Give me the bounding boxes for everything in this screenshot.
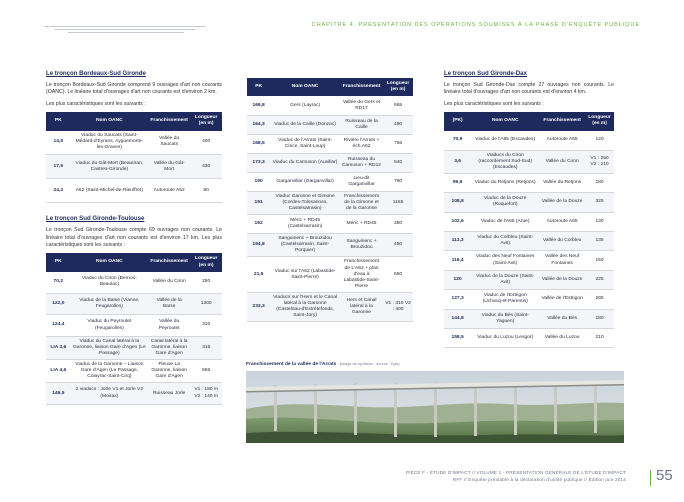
section-list-intro-bordeaux: Les plus caractéristiques sont les suivants : [46,100,146,107]
cell-franchissement: Vallée du Luzou [539,328,585,347]
cell-nom-oanc: Viaducs du Ciron (raccordement Sud-Sud) (Escaudes) [471,150,539,173]
cell-longueur: 1300 [190,293,222,315]
viaduct-photo [246,371,624,443]
cell-franchissement: Vallée du Corbleu [539,231,585,250]
table-row [46,131,222,155]
cell-franchissement: Rivière l'Arrats + éch.A62 [340,134,383,153]
cell-pk: 233,3 [247,292,270,321]
cell-longueur: 250 [190,272,222,294]
cell-pk: 113,3 [444,231,471,250]
table-toulouse [46,253,222,404]
cell-pk: 116,4 [444,251,471,270]
table-body [46,272,222,405]
table-row [46,383,222,405]
cell-pk: 173,3 [247,153,270,172]
table-row [247,153,413,172]
photo-caption [246,362,400,367]
table-body [247,96,413,321]
table-row [444,309,614,328]
cell-nom-oanc: Viaduc du Retjons (Retjons) [471,173,539,192]
cell-pk: 99,6 [444,173,471,192]
cell-franchissement: Vallée du Bès [539,309,585,328]
cell-longueur: 205 [585,290,614,309]
cell-franchissement: Lieu-dit Garganvillar [340,172,383,191]
cell-nom-oanc: Méric + RD45 (Castelsarrasin) [270,215,340,234]
table-row [46,179,222,203]
cell-longueur: 130 [585,212,614,231]
cell-nom-oanc: Gers (Layrac) [270,96,340,115]
col-header-pk: PK [247,78,270,96]
table-dax [444,112,614,348]
table-row [46,293,222,315]
cell-pk: 24,2 [46,179,71,203]
cell-longueur: 450 [383,234,413,257]
photo-caption-title: Franchissement de la vallée de l'Arrats [246,362,337,367]
cell-nom-oanc: Viaduc du Bès (Saint-Yaguen) [471,309,539,328]
cell-longueur: 210 [585,328,614,347]
cell-pk: 17,5 [46,155,71,179]
cell-franchissement: Vallée de l'Estrigon [539,290,585,309]
table-bordeaux [46,112,222,203]
cell-pk: 192 [247,215,270,234]
table-body [46,131,222,203]
cell-longueur: 150 [585,251,614,270]
cell-pk: 158,5 [444,328,471,347]
footer-divider [650,470,651,486]
cell-franchissement: Autoroute A65 [539,212,585,231]
cell-franchissement: Franchissement de la Gimone et de la Garonne [340,191,383,214]
cell-franchissement: Franchissement de L'A62 + plan d'eau à Labastide-Saint-Pierre [340,257,383,292]
cell-longueur: 325 [585,193,614,212]
cell-pk: 168,5 [247,134,270,153]
column-left [46,70,222,405]
cell-franchissement: Sanguinenc + Brouzidou [340,234,383,257]
table-row [247,172,413,191]
cell-pk: LIA 3,6 [46,336,71,359]
cell-nom-oanc: A62 (Saint-Michel-de-Rieuffret) [71,179,148,203]
table-header-row [46,253,222,271]
cell-nom-oanc: Viaduc du Camuson (Auvillar) [270,153,340,172]
table-row [247,115,413,134]
cell-pk: 124,4 [46,315,71,337]
cell-longueur: 350 [383,215,413,234]
col-header-franchissement: Franchissement [340,78,383,96]
table-body [444,131,614,348]
table-row [46,336,222,359]
column-right [444,70,614,348]
header-decoration [44,26,206,34]
cell-longueur: 790 [383,172,413,191]
cell-longueur: V1 : 310 V2 : 400 [383,292,413,321]
cell-nom-oanc: Viaduc de la Douze (Roquefort) [471,193,539,212]
table-row [46,360,222,383]
cell-longueur: 310 [190,315,222,337]
table-toulouse-continued [247,78,413,322]
cell-longueur: V1 : 180 m V2 : 140 m [190,383,222,405]
cell-longueur: 430 [190,155,222,179]
cell-longueur: 400 [190,131,222,155]
table-header-row [444,112,614,130]
cell-franchissement: Vallée de la Douze [539,193,585,212]
cell-longueur: 1165 [383,191,413,214]
cell-nom-oanc: Viaduc du Canal latéral à la Garonne, liaison Gare d'Agen (Le Passage) [71,336,148,359]
table-row [247,234,413,257]
section-intro-bordeaux: Le tronçon Bordeaux-Sud Gironde comprend 9 ouvrages d'art non courants (OANC). Le linéaire total d'ouvrages d'art non courants est d'environ 2 km. [46,82,222,96]
table-row [444,173,614,192]
cell-franchissement: Vallée du Retjons [539,173,585,192]
cell-nom-oanc: Sanguinenc + Brouzidou (Castelsarrasin, Saint-Porquier) [270,234,340,257]
photo-caption-credit: (Image de synthèse - source : Egis) [339,362,400,366]
cell-nom-oanc: Viaduc de l'A65 (Arue) [471,212,539,231]
cell-franchissement: Méric + RD45 [340,215,383,234]
section-intro-dax: Le tronçon Sud Gironde-Dax compte 27 ouvrages non courants. Le linéaire total d'ouvrages d'art non courants est d'environ 4 km. [444,82,614,96]
col-header-pk: PK [46,253,71,271]
cell-nom-oanc: Viaduc du Gât-Mort (Beautiran, Castres-Gironde) [71,155,148,179]
cell-franchissement: Ruisseau de la Caille [340,115,383,134]
cell-pk: 3,6 [444,150,471,173]
cell-nom-oanc: 2 viaducs : Jorle V1 et Jorle V2 (Moirax) [71,383,148,405]
cell-nom-oanc: Viaduc du Peyroutet (Feugarolles) [71,315,148,337]
cell-pk: 70,9 [444,131,471,150]
cell-nom-oanc: Viaduc de l'A65 (Escaudes) [471,131,539,150]
cell-pk: 108,8 [444,193,471,212]
viaduct-illustration [246,371,624,443]
cell-pk: 127,3 [444,290,471,309]
section-title-bordeaux: Le tronçon Bordeaux-Sud Gironde [46,70,146,77]
cell-nom-oanc: Viaduc sur l'A62 (Labastide-Saint-Pierre) [270,257,340,292]
chapter-header: CHAPITRE 4. PRÉSENTATION DES OPÉRATIONS SOUMISES À LA PHASE D'ENQUÊTE PUBLIQUE [311,22,640,28]
cell-longueur: 315 [190,336,222,359]
cell-pk: 169,8 [247,96,270,115]
table-row [46,155,222,179]
cell-longueur: 490 [383,115,413,134]
cell-franchissement: Autoroute A62 [148,179,190,203]
cell-longueur: 180 [585,173,614,192]
cell-longueur: V1 : 250 V2 : 210 [585,150,614,173]
cell-nom-oanc: Viaduc de l'Arrats (Saint-Cirice, Saint-Loup) [270,134,340,153]
col-header-nom: Nom OANC [471,112,539,130]
cell-pk: 21,5 [247,257,270,292]
cell-longueur: 90 [190,179,222,203]
cell-franchissement: Hers et Canal latéral à la Garonne [340,292,383,321]
table-row [46,315,222,337]
table-row [444,212,614,231]
cell-franchissement: Ruisseau du Camuson + RD12 [340,153,383,172]
table-row [247,134,413,153]
cell-franchissement: Vallée du Saucats [148,131,190,155]
cell-franchissement: Vallée du Gers et RD17 [340,96,383,115]
cell-nom-oanc: Viaduc des Neuf Fontaines (Saint-Avit) [471,251,539,270]
cell-nom-oanc: Viaduc Garonne et Gimone (Cordes-Tolosannes, Castelsarrasin) [270,191,340,214]
cell-nom-oanc: Viaduc du Ciron (Bernos-Beaulac) [71,272,148,294]
col-header-franchissement: Franchissement [539,112,585,130]
cell-pk: 120 [444,270,471,289]
col-header-pk: (PK) [444,112,471,130]
cell-longueur: 565 [190,360,222,383]
section-list-intro-dax: Les plus caractéristiques sont les suivants : [444,100,544,107]
col-header-nom: Nom OANC [71,112,148,130]
col-header-longueur: Longueur (en m) [383,78,413,96]
cell-nom-oanc: Viaduc de la Caille (Donzac) [270,115,340,134]
section-title-dax: Le tronçon Sud Gironde-Dax [444,70,527,77]
table-row [247,96,413,115]
cell-franchissement: Vallée du Ciron [148,272,190,294]
cell-longueur: 120 [585,131,614,150]
table-row [444,231,614,250]
cell-franchissement: Ruisseau Jorle [148,383,190,405]
cell-franchissement: Fleuve La Garonne, liaison Gare d'Agen [148,360,190,383]
cell-pk: 190 [247,172,270,191]
table-row [444,150,614,173]
cell-pk: 191 [247,191,270,214]
cell-longueur: 135 [585,231,614,250]
table-row [247,215,413,234]
page-number: 55 [656,467,673,484]
cell-pk: 70,2 [46,272,71,294]
table-row [46,272,222,294]
footer-line-1: PIÈCE F - ÉTUDE D'IMPACT // VOLUME 1 - PRÉSENTATION GÉNÉRALE DE L'ÉTUDE D'IMPACT [405,470,626,475]
col-header-longueur: Longueur (en m) [585,112,614,130]
cell-nom-oanc: Garganvillar (Garganvillar) [270,172,340,191]
table-header-row [46,112,222,130]
cell-nom-oanc: Viaduc de l'Estrigon (Uchacq-et-Parentis) [471,290,539,309]
table-row [444,193,614,212]
cell-franchissement: Vallée de la Douze [539,270,585,289]
cell-pk: 102,6 [444,212,471,231]
column-middle [247,74,413,322]
col-header-pk: PK [46,112,71,130]
col-header-nom: Nom OANC [71,253,148,271]
cell-franchissement: Vallée de la Baïse [148,293,190,315]
col-header-franchissement: Franchissement [148,112,190,130]
cell-nom-oanc: Viaduc de la Garonne – Liaison Gare d'Agen (Le Passage, Colayrac-Saint-Cirq) [71,360,148,383]
cell-franchissement: Vallée du Ciron [539,150,585,173]
cell-nom-oanc: Viaducs sur l'Hers et le Canal latéral à la Garonne (Castelnau-d'Estrétefonds, Saint-Jory) [270,292,340,321]
cell-nom-oanc: Viaduc de la Baïse (Vianne, Feugarolles) [71,293,148,315]
cell-nom-oanc: Viaduc du Corbleu (Saint-Avit) [471,231,539,250]
cell-longueur: 650 [383,257,413,292]
table-row [444,328,614,347]
cell-franchissement: Vallée du Gât-Mort [148,155,190,179]
col-header-nom: Nom OANC [270,78,340,96]
cell-pk: LIA 4,6 [46,360,71,383]
cell-longueur: 540 [383,153,413,172]
col-header-franchissement: Franchissement [148,253,190,271]
table-row [444,290,614,309]
cell-longueur: 225 [585,270,614,289]
cell-franchissement: Vallée du Peyroutet [148,315,190,337]
section-title-toulouse: Le tronçon Sud Gironde-Toulouse [46,215,145,223]
table-row [247,292,413,321]
cell-franchissement: Canal latéral à la Garonne, liaison Gare d'Agen [148,336,190,359]
table-row [444,251,614,270]
cell-pk: 194,8 [247,234,270,257]
table-row [444,270,614,289]
cell-longueur: 180 [585,309,614,328]
section-intro-toulouse: Le tronçon Sud Gironde-Toulouse compte 69 ouvrages non courants. Le linéaire total d'ouvrages d'art non courants est d'environ 17 km. Les plus caractéristiques sont les suivants : [46,227,222,248]
footer [406,470,626,484]
footer-line-2: RFF // Enquête préalable à la déclaration d'utilité publique // Édition juin 2014 [452,476,626,482]
cell-nom-oanc: Viaduc du Luzou (Lesgor) [471,328,539,347]
cell-pk: 164,3 [247,115,270,134]
cell-pk: 144,8 [444,309,471,328]
cell-franchissement: Vallée des Neuf Fontaines [539,251,585,270]
cell-longueur: 565 [383,96,413,115]
col-header-longueur: Longueur (en m) [190,253,222,271]
table-row [247,257,413,292]
cell-nom-oanc: Viaduc du Saucats (Saint-Médard-d'Eyrans, Ayguemorte-les-Graves) [71,131,148,155]
cell-franchissement: Autoroute A65 [539,131,585,150]
table-row [247,191,413,214]
table-row [444,131,614,150]
cell-nom-oanc: Viaduc de la Douze (Saint-Avit) [471,270,539,289]
cell-pk: 146,5 [46,383,71,405]
col-header-longueur: Longueur (en m) [190,112,222,130]
cell-longueur: 755 [383,134,413,153]
table-header-row [247,78,413,96]
cell-pk: 14,5 [46,131,71,155]
cell-pk: 122,0 [46,293,71,315]
